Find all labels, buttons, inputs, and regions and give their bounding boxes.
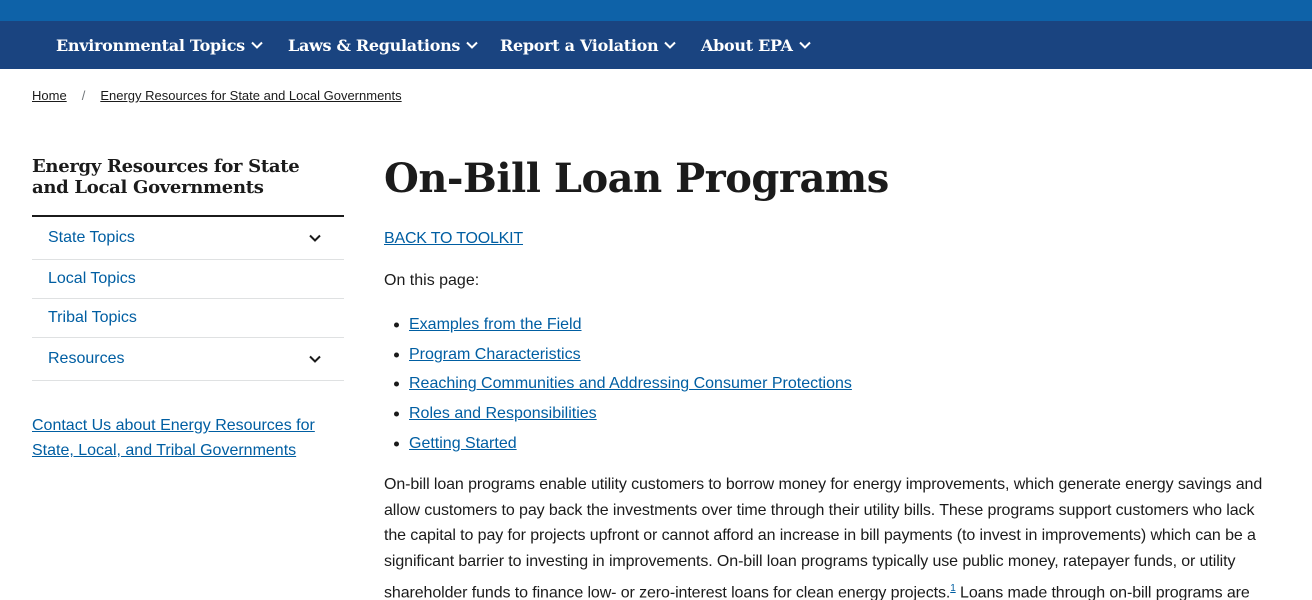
- page-title: On-Bill Loan Programs: [384, 155, 889, 202]
- sidebar-item-tribal-topics[interactable]: [32, 299, 344, 338]
- contact-us-link[interactable]: Contact Us about Energy Resources for State, Local, and Tribal Governments: [32, 417, 315, 459]
- sidebar-title: Energy Resources for State and Local Governments: [32, 156, 300, 198]
- toc-link-examples[interactable]: Examples from the Field: [409, 315, 582, 333]
- nav-report-violation[interactable]: [500, 21, 677, 69]
- chevron-down-icon: [663, 38, 677, 52]
- nav-item-label: Laws & Regulations: [288, 35, 461, 55]
- nav-environmental-topics[interactable]: [56, 21, 264, 69]
- nav-laws-regulations[interactable]: [288, 21, 479, 69]
- breadcrumb-current-link[interactable]: Energy Resources for State and Local Governments: [100, 88, 402, 103]
- intro-paragraph: [384, 472, 1276, 600]
- sidebar-item-label: State Topics: [48, 229, 135, 246]
- sidebar-item-label: Local Topics: [48, 270, 136, 287]
- toc-link-characteristics[interactable]: Program Characteristics: [409, 345, 581, 363]
- chevron-down-icon[interactable]: [308, 231, 322, 245]
- top-band: [0, 0, 1312, 21]
- breadcrumb-separator: /: [81, 88, 86, 103]
- list-item: [384, 340, 852, 370]
- on-this-page-label: On this page:: [384, 272, 480, 289]
- list-item: [384, 310, 852, 340]
- table-of-contents: [384, 310, 852, 459]
- nav-item-label: Report a Violation: [500, 35, 659, 55]
- nav-item-label: Environmental Topics: [56, 35, 245, 55]
- main-nav: [0, 21, 1312, 69]
- chevron-down-icon: [465, 38, 479, 52]
- footnote-link[interactable]: 1: [950, 583, 956, 594]
- paragraph-text-continued: Loans made through on-bill programs are: [955, 584, 1250, 600]
- paragraph-text: On-bill loan programs enable utility customers to borrow money for energy improvements, which generate energy savings and allow customers to pay back the investments over time through their utility bills. These programs support customers who lack the capital to pay for projects upfront or cannot afford an increase in bill payments (to invest in improvements) which can be a significant barrier to investing in improvements. On-bill loan programs typically use public money, ratepayer funds, or utility shareholder funds to finance low- or zero-interest loans for clean energy projects.: [384, 476, 1263, 600]
- back-to-toolkit-link[interactable]: BACK TO TOOLKIT: [384, 230, 523, 247]
- toc-link-roles[interactable]: Roles and Responsibilities: [409, 405, 597, 423]
- sidebar-item-label: Resources: [48, 350, 125, 367]
- nav-about-epa[interactable]: [701, 21, 812, 69]
- chevron-down-icon: [250, 38, 264, 52]
- list-item: [384, 399, 852, 429]
- sidebar-item-label: Tribal Topics: [48, 309, 137, 326]
- list-item: [384, 370, 852, 400]
- list-item: [384, 429, 852, 459]
- toc-link-getting-started[interactable]: Getting Started: [409, 435, 517, 453]
- toc-link-communities[interactable]: Reaching Communities and Addressing Consumer Protections: [409, 375, 852, 393]
- chevron-down-icon: [798, 38, 812, 52]
- sidebar-item-local-topics[interactable]: [32, 260, 344, 299]
- breadcrumb-home-link[interactable]: Home: [32, 88, 67, 103]
- chevron-down-icon[interactable]: [308, 352, 322, 366]
- sidebar-item-state-topics[interactable]: [32, 217, 344, 260]
- sidebar-item-resources[interactable]: [32, 338, 344, 381]
- nav-item-label: About EPA: [701, 35, 793, 55]
- breadcrumb: [32, 88, 402, 103]
